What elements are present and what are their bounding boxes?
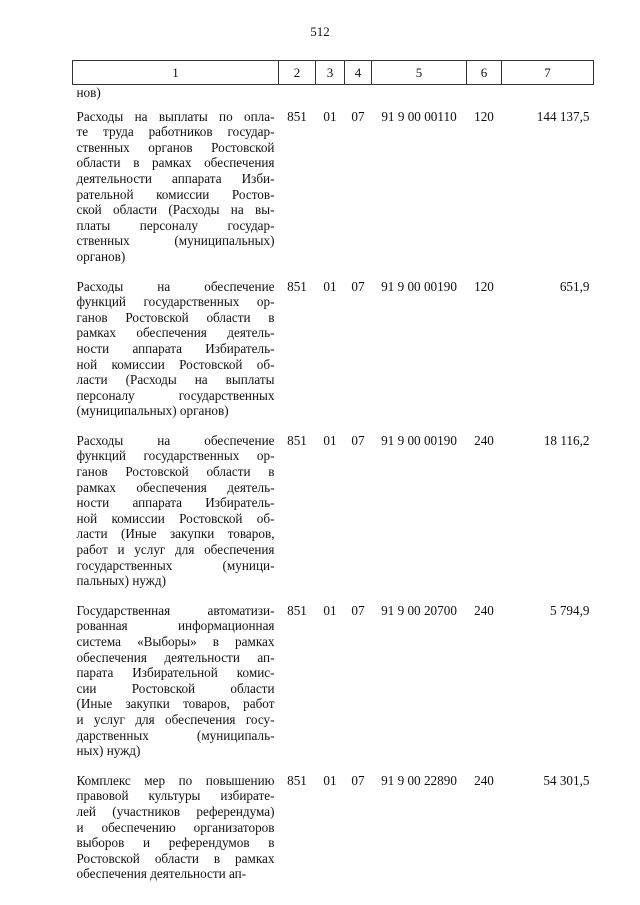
expense-name-line: ной комиссии Ростовской об- [76, 510, 275, 526]
table-row [73, 603, 594, 773]
subsection-code: 07 [351, 602, 365, 618]
amount: 54 301,5 [543, 772, 590, 788]
target-article-code: 91 9 00 22890 [381, 772, 457, 788]
expense-name-line: платы персоналу государ- [76, 217, 275, 233]
expense-name-line: парата Избирательной комис- [76, 665, 275, 681]
target-article-code: 91 9 00 00110 [381, 108, 457, 124]
ministry-code: 851 [287, 108, 307, 124]
expense-name [73, 433, 279, 603]
table-header-row [73, 61, 594, 85]
expense-name-line: ласти (Иные закупки товаров, [76, 526, 275, 542]
ministry-code: 851 [287, 278, 307, 294]
expense-name-line: рамках обеспечения деятель- [76, 325, 275, 341]
expense-name-line: функций государственных ор- [76, 294, 275, 310]
expense-name-line: рованная информационная [76, 618, 275, 634]
expense-name-line: рамках обеспечения деятель- [76, 479, 275, 495]
expense-name-line: рательной комиссии Ростов- [76, 186, 275, 202]
expense-name-line: работ и услуг для обеспечения [76, 542, 275, 558]
expense-name-line: ганов Ростовской области в [76, 464, 275, 480]
column-header-4: 4 [345, 61, 372, 85]
column-header-7: 7 [502, 61, 594, 85]
expense-name-line: деятельности аппарата Изби- [76, 170, 275, 186]
expense-name-line: обеспечения деятельности ап- [76, 649, 275, 665]
expense-name-line: пальных) нужд) [76, 573, 167, 589]
subsection-code: 07 [351, 772, 365, 788]
table-row [73, 109, 594, 279]
expense-name-line: выборов и референдумов в [76, 835, 275, 851]
expense-name-line: ности аппарата Избиратель- [76, 495, 275, 511]
amount: 144 137,5 [536, 108, 590, 124]
amount: 651,9 [559, 278, 590, 294]
expense-name-line: (муниципальных) органов) [76, 403, 229, 419]
ministry-code: 851 [287, 432, 307, 448]
expense-type-code: 120 [474, 278, 494, 294]
expense-name-line: органов) [76, 248, 126, 264]
subsection-code: 07 [351, 432, 365, 448]
expense-name [73, 109, 279, 279]
expense-name-line: ных) нужд) [76, 743, 141, 759]
section-code: 01 [323, 108, 337, 124]
expense-name-line: и услуг для обеспечения госу- [76, 711, 275, 727]
expense-name-line: ственных органов Ростовской [76, 139, 275, 155]
expense-name-line: функций государственных ор- [76, 448, 275, 464]
column-header-6: 6 [467, 61, 502, 85]
page-number: 512 [310, 24, 330, 39]
subsection-code: 07 [351, 278, 365, 294]
expense-name-line: те труда работников государ- [76, 124, 275, 140]
expense-type-code: 240 [474, 432, 494, 448]
section-code: 01 [323, 278, 337, 294]
target-article-code: 91 9 00 00190 [381, 278, 457, 294]
budget-table [72, 60, 594, 896]
expense-type-code: 120 [474, 108, 494, 124]
subsection-code: 07 [351, 108, 365, 124]
expense-name-line: обеспечения деятельности ап- [76, 866, 247, 882]
expense-name-line: Комплекс мер по повышению [76, 772, 275, 788]
target-article-code: 91 9 00 20700 [381, 602, 457, 618]
column-header-1: 1 [73, 61, 279, 85]
table-row [73, 279, 594, 433]
expense-type-code: 240 [474, 602, 494, 618]
table-row [73, 773, 594, 896]
amount: 18 116,2 [543, 432, 590, 448]
amount: 5 794,9 [549, 602, 590, 618]
section-code: 01 [323, 772, 337, 788]
expense-type-code: 240 [474, 772, 494, 788]
section-code: 01 [323, 432, 337, 448]
expense-name-line: ственных (муниципальных) [76, 233, 275, 249]
continuation-row [73, 85, 594, 109]
expense-name-line: ской области (Расходы на вы- [76, 202, 275, 218]
expense-name-line: сии Ростовской области [76, 680, 275, 696]
expense-name-line: и обеспечению организаторов [76, 819, 275, 835]
target-article-code: 91 9 00 00190 [381, 432, 457, 448]
expense-name-line: правовой культуры избирате- [76, 788, 275, 804]
expense-name-line: Расходы на обеспечение [76, 432, 275, 448]
expense-name-line: Государственная автоматизи- [76, 602, 275, 618]
expense-name [73, 773, 279, 896]
expense-name-line: ласти (Расходы на выплаты [76, 372, 275, 388]
expense-name-line: Расходы на выплаты по опла- [76, 108, 275, 124]
column-header-2: 2 [279, 61, 316, 85]
expense-name [73, 279, 279, 433]
expense-name-line: персоналу государственных [76, 387, 275, 403]
expense-name-line: (Иные закупки товаров, работ [76, 696, 275, 712]
continuation-text: нов) [76, 85, 101, 100]
column-header-5: 5 [372, 61, 467, 85]
column-header-3: 3 [316, 61, 345, 85]
expense-name-line: области в рамках обеспечения [76, 155, 275, 171]
expense-name-line: ганов Ростовской области в [76, 309, 275, 325]
expense-name-line: лей (участников референдума) [76, 803, 275, 819]
ministry-code: 851 [287, 772, 307, 788]
expense-name-line: Расходы на обеспечение [76, 278, 275, 294]
expense-name-line: ной комиссии Ростовской об- [76, 356, 275, 372]
expense-name-line: дарственных (муниципаль- [76, 727, 275, 743]
section-code: 01 [323, 602, 337, 618]
expense-name-line: система «Выборы» в рамках [76, 634, 275, 649]
expense-name-line: ности аппарата Избиратель- [76, 340, 275, 356]
expense-name [73, 603, 279, 773]
table-row [73, 433, 594, 603]
expense-name-line: Ростовской области в рамках [76, 850, 275, 866]
ministry-code: 851 [287, 602, 307, 618]
expense-name-line: государственных (муници- [76, 557, 275, 573]
